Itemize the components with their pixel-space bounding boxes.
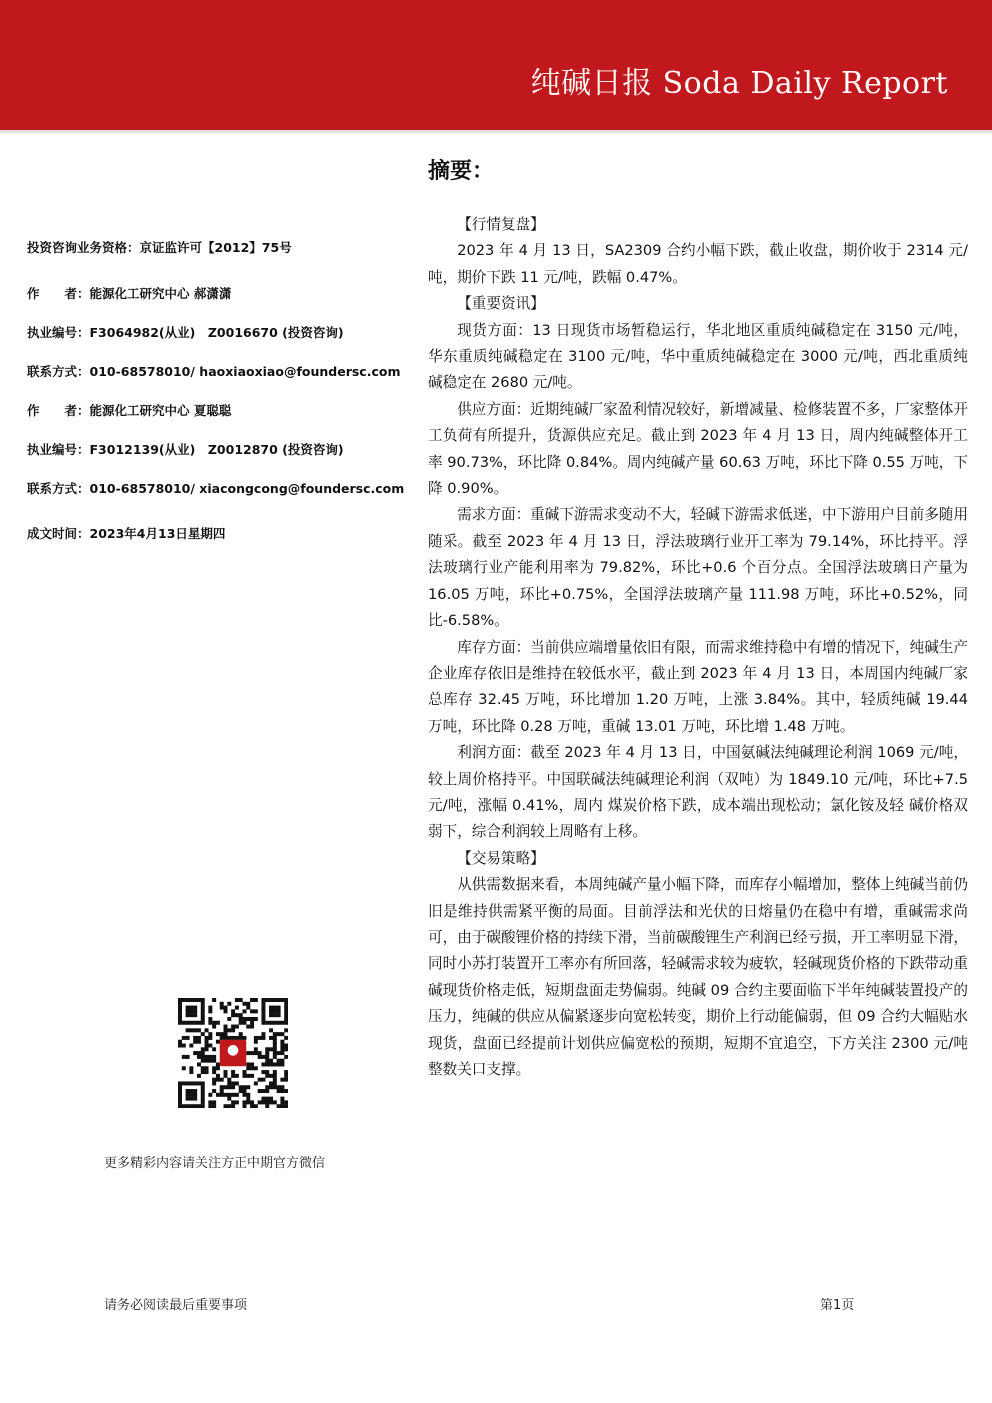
meta-label: 投资咨询业务资格： [27,240,140,255]
meta-license-2 [27,440,344,458]
qr-caption: 更多精彩内容请关注方正中期官方微信 [104,1156,326,1171]
section-heading: 【重要资讯】 [457,295,545,313]
meta-value: F3064982(从业) Z0016670 (投资咨询) [89,325,344,340]
meta-author-2 [27,401,231,419]
header-banner [0,0,992,133]
paragraph: 库存方面：当前供应端增量依旧有限，而需求维持稳中有增的情况下，纯碱生产企业库存依旧是维持在较低水平，截止到 2023 年 4 月 13 日，本周国内纯碱厂家总库存 32.45 万吨，环比增加 1.20 万吨，上涨 3.84%。其中，轻质纯碱 19.44 万吨，环比降 0.28 万吨，重碱 13.01 万吨，环比增 1.48 万吨。 [428,638,968,735]
report-title: 纯碱日报 Soda Daily Report [530,66,948,101]
meta-qualification [27,238,292,256]
meta-label: 联系方式： [27,481,90,496]
meta-value: 010-68578010/ xiacongcong@foundersc.com [89,481,405,496]
section-heading: 【行情复盘】 [457,216,545,233]
summary-title: 摘要： [428,159,495,184]
meta-value: 010-68578010/ haoxiaoxiao@foundersc.com [89,364,401,379]
meta-label: 作 者： [27,286,90,301]
paragraph: 从供需数据来看，本周纯碱产量小幅下降，而库存小幅增加，整体上纯碱当前仍旧是维持供需紧平衡的局面。目前浮法和光伏的日熔量仍在稳中有增，重碱需求尚可，由于碳酸锂价格的持续下滑，当前碳酸锂生产利润已经亏损，开工率明显下滑，同时小苏打装置开工率亦有所回落，轻碱需求较为疲软，轻碱现货价格的下跌带动重碱现货价格走低，短期盘面走势偏弱。纯碱 09 合约主要面临下半年纯碱装置投产的压力，纯碱的供应从偏紧逐步向宽松转变，期价上行动能偏弱，但 09 合约大幅贴水现货，盘面已经提前计划供应偏宽松的预期，短期不宜追空，下方关注 2300 元/吨整数关口支撑。 [428,876,968,1078]
meta-contact-1 [27,362,401,380]
section-heading: 【交易策略】 [457,849,545,867]
meta-value: 2023年4月13日星期四 [89,526,226,541]
meta-value: 能源化工研究中心 郝潇潇 [89,286,232,301]
paragraph: 利润方面：截至 2023 年 4 月 13 日，中国氨碱法纯碱理论利润 1069 元/吨，较上周价格持平。中国联碱法纯碱理论利润（双吨）为 1849.10 元/吨，环比+7.5 元/吨，涨幅 0.41%，周内 煤炭价格下跌，成本端出现松动；氯化铵及轻 碱价格双弱下，综合利润较上周略有上移。 [428,744,968,841]
meta-label: 作 者： [27,403,90,418]
meta-value: F3012139(从业) Z0012870 (投资咨询) [89,442,344,457]
meta-date [27,524,225,542]
paragraph: 现货方面：13 日现货市场暂稳运行，华北地区重质纯碱稳定在 3150 元/吨，华东重质纯碱稳定在 3100 元/吨，华中重质纯碱稳定在 3000 元/吨，西北重质纯碱稳定在 2680 元/吨。 [428,321,968,392]
meta-label: 执业编号： [27,442,90,457]
meta-label: 成文时间： [27,526,90,541]
wechat-qr-code [178,998,288,1108]
page-number: 第1页 [820,1298,855,1313]
meta-label: 执业编号： [27,325,90,340]
paragraph: 2023 年 4 月 13 日，SA2309 合约小幅下跌，截止收盘，期价收于 2314 元/吨，期价下跌 11 元/吨，跌幅 0.47%。 [428,242,968,286]
summary-body [428,212,968,1083]
paragraph: 需求方面：重碱下游需求变动不大，轻碱下游需求低迷，中下游用户目前多随用随采。截至 2023 年 4 月 13 日，浮法玻璃行业开工率为 79.14%，环比持平。浮法玻璃行业产能利用率为 79.82%，环比+0.6 个百分点。全国浮法玻璃日产量为 16.05 万吨，环比+0.75%，全国浮法玻璃产量 111.98 万吨，环比+0.52%，同比-6.58%。 [428,506,968,630]
meta-value: 能源化工研究中心 夏聪聪 [89,403,232,418]
footer-notice: 请务必阅读最后重要事项 [104,1298,248,1313]
qr-code-icon [178,998,288,1108]
meta-author-1 [27,284,231,302]
meta-contact-2 [27,479,404,497]
meta-license-1 [27,323,344,341]
meta-label: 联系方式： [27,364,90,379]
paragraph: 供应方面：近期纯碱厂家盈利情况较好，新增减量、检修装置不多，厂家整体开工负荷有所提升，货源供应充足。截止到 2023 年 4 月 13 日，周内纯碱整体开工率 90.73%，环比降 0.84%。周内纯碱产量 60.63 万吨，环比下降 0.55 万吨，下降 0.90%。 [428,400,968,498]
meta-value: 京证监许可【2012】75号 [139,240,292,255]
